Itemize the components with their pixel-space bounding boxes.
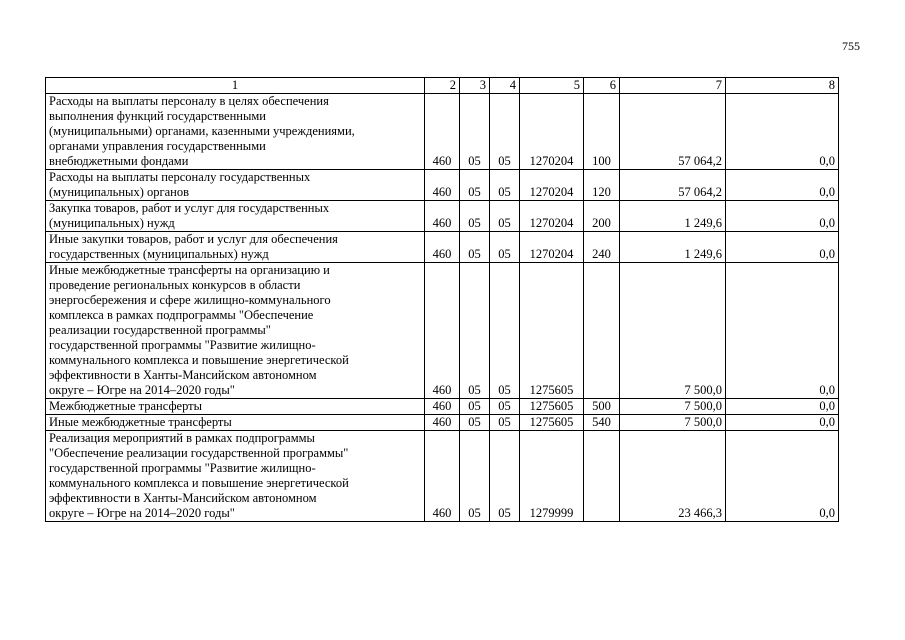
row-name-line: (муниципальных) нужд <box>49 216 175 230</box>
cell-amount: 1 249,6 <box>620 201 726 232</box>
row-name-line: (муниципальных) органов <box>49 185 190 199</box>
cell-ministry-code: 460 <box>425 263 460 399</box>
header-cell: 7 <box>620 78 726 94</box>
cell-amount: 57 064,2 <box>620 170 726 201</box>
row-name <box>46 415 425 431</box>
table-row <box>46 431 839 522</box>
cell-amount: 23 466,3 <box>620 431 726 522</box>
cell-ministry-code: 460 <box>425 94 460 170</box>
row-name-line: государственных (муниципальных) нужд <box>49 247 269 261</box>
cell-ministry-code: 460 <box>425 399 460 415</box>
row-name <box>46 94 425 170</box>
row-name-line: государственной программы "Развитие жилищно- <box>49 461 316 475</box>
row-name-line: округе – Югре на 2014–2020 годы" <box>49 383 235 397</box>
row-name <box>46 431 425 522</box>
cell-ministry-code: 460 <box>425 415 460 431</box>
cell-subsection-code: 05 <box>490 263 520 399</box>
row-name-line: Реализация мероприятий в рамках подпрограммы <box>49 431 315 445</box>
cell-expense-type: 240 <box>584 232 620 263</box>
cell-expense-type: 540 <box>584 415 620 431</box>
cell-target-article: 1270204 <box>520 232 584 263</box>
table-row <box>46 201 839 232</box>
row-name <box>46 201 425 232</box>
cell-amount-2: 0,0 <box>726 170 839 201</box>
row-name-line: Расходы на выплаты персоналу государственных <box>49 170 311 184</box>
cell-target-article: 1275605 <box>520 415 584 431</box>
cell-subsection-code: 05 <box>490 232 520 263</box>
row-name-line: эффективности в Ханты-Мансийском автономном <box>49 491 317 505</box>
cell-section-code: 05 <box>460 399 490 415</box>
cell-expense-type <box>584 431 620 522</box>
cell-section-code: 05 <box>460 415 490 431</box>
cell-expense-type <box>584 263 620 399</box>
table-row <box>46 415 839 431</box>
cell-section-code: 05 <box>460 201 490 232</box>
cell-expense-type: 500 <box>584 399 620 415</box>
cell-amount-2: 0,0 <box>726 415 839 431</box>
table-row <box>46 263 839 399</box>
cell-subsection-code: 05 <box>490 94 520 170</box>
cell-amount: 7 500,0 <box>620 399 726 415</box>
cell-target-article: 1275605 <box>520 399 584 415</box>
table-row <box>46 170 839 201</box>
table-row <box>46 399 839 415</box>
cell-subsection-code: 05 <box>490 415 520 431</box>
row-name-line: Иные межбюджетные трансферты <box>49 415 232 429</box>
row-name <box>46 170 425 201</box>
cell-section-code: 05 <box>460 170 490 201</box>
cell-amount-2: 0,0 <box>726 232 839 263</box>
cell-ministry-code: 460 <box>425 170 460 201</box>
cell-amount-2: 0,0 <box>726 399 839 415</box>
header-cell: 4 <box>490 78 520 94</box>
row-name-line: Иные межбюджетные трансферты на организацию и <box>49 263 330 277</box>
row-name-line: (муниципальными) органами, казенными учреждениями, <box>49 124 355 138</box>
row-name-line: реализации государственной программы" <box>49 323 271 337</box>
header-cell: 5 <box>520 78 584 94</box>
row-name-line: государственной программы "Развитие жилищно- <box>49 338 316 352</box>
row-name-line: комплекса в рамках подпрограммы "Обеспечение <box>49 308 314 322</box>
cell-expense-type: 200 <box>584 201 620 232</box>
cell-amount: 1 249,6 <box>620 232 726 263</box>
row-name-line: Расходы на выплаты персоналу в целях обеспечения <box>49 94 329 108</box>
table-header-row <box>46 78 839 94</box>
row-name <box>46 399 425 415</box>
row-name-line: выполнения функций государственными <box>49 109 266 123</box>
page-number: 755 <box>842 39 860 53</box>
row-name <box>46 232 425 263</box>
row-name-line: эффективности в Ханты-Мансийском автономном <box>49 368 317 382</box>
cell-subsection-code: 05 <box>490 399 520 415</box>
cell-subsection-code: 05 <box>490 201 520 232</box>
cell-expense-type: 100 <box>584 94 620 170</box>
row-name-line: внебюджетными фондами <box>49 154 189 168</box>
row-name-line: округе – Югре на 2014–2020 годы" <box>49 506 235 520</box>
header-cell: 8 <box>726 78 839 94</box>
row-name-line: энергосбережения и сфере жилищно-коммунального <box>49 293 331 307</box>
cell-subsection-code: 05 <box>490 170 520 201</box>
row-name-line: органами управления государственными <box>49 139 266 153</box>
cell-amount-2: 0,0 <box>726 94 839 170</box>
row-name-line: проведение региональных конкурсов в области <box>49 278 301 292</box>
cell-subsection-code: 05 <box>490 431 520 522</box>
row-name-line: "Обеспечение реализации государственной программы" <box>49 446 349 460</box>
row-name-line: коммунального комплекса и повышение энергетической <box>49 476 349 490</box>
row-name <box>46 263 425 399</box>
row-name-line: Иные закупки товаров, работ и услуг для обеспечения <box>49 232 338 246</box>
cell-amount: 7 500,0 <box>620 263 726 399</box>
cell-section-code: 05 <box>460 94 490 170</box>
row-name-line: коммунального комплекса и повышение энергетической <box>49 353 349 367</box>
cell-amount: 57 064,2 <box>620 94 726 170</box>
cell-ministry-code: 460 <box>425 232 460 263</box>
cell-section-code: 05 <box>460 263 490 399</box>
cell-expense-type: 120 <box>584 170 620 201</box>
header-cell: 2 <box>425 78 460 94</box>
cell-ministry-code: 460 <box>425 431 460 522</box>
table-row <box>46 232 839 263</box>
cell-target-article: 1270204 <box>520 201 584 232</box>
cell-amount-2: 0,0 <box>726 263 839 399</box>
row-name-line: Межбюджетные трансферты <box>49 399 203 413</box>
cell-section-code: 05 <box>460 431 490 522</box>
cell-amount-2: 0,0 <box>726 201 839 232</box>
cell-section-code: 05 <box>460 232 490 263</box>
cell-ministry-code: 460 <box>425 201 460 232</box>
cell-target-article: 1270204 <box>520 170 584 201</box>
budget-table <box>45 77 839 522</box>
header-cell: 1 <box>46 78 425 94</box>
row-name-line: Закупка товаров, работ и услуг для государственных <box>49 201 330 215</box>
cell-target-article: 1275605 <box>520 263 584 399</box>
header-cell: 6 <box>584 78 620 94</box>
table-row <box>46 94 839 170</box>
header-cell: 3 <box>460 78 490 94</box>
cell-target-article: 1270204 <box>520 94 584 170</box>
cell-amount: 7 500,0 <box>620 415 726 431</box>
cell-target-article: 1279999 <box>520 431 584 522</box>
cell-amount-2: 0,0 <box>726 431 839 522</box>
